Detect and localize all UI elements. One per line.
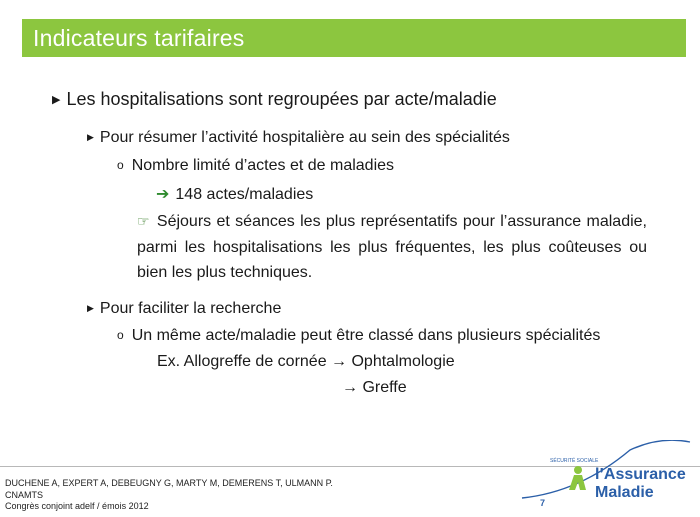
bullet-text: 148 actes/maladies xyxy=(175,186,314,203)
triangle-bullet-icon: ▶ xyxy=(52,94,61,106)
bullet-text: Les hospitalisations sont regroupées par acte/maladie xyxy=(66,89,497,109)
triangle-bullet-icon: ▶ xyxy=(87,132,94,142)
bullet-level3 xyxy=(117,327,600,345)
pointing-hand-icon: ☞ xyxy=(137,213,150,229)
slide-title: Indicateurs tarifaires xyxy=(33,24,245,51)
footer-event: Congrès conjoint adelf / émois 2012 xyxy=(5,501,149,511)
assurance-maladie-logo xyxy=(520,440,692,512)
bullet-level4 xyxy=(156,184,313,204)
footer-authors: DUCHENE A, EXPERT A, DEBEUGNY G, MARTY M, DEMERENS T, ULMANN P. xyxy=(5,478,333,488)
bullet-level3 xyxy=(117,157,394,175)
bullet-text: Un même acte/maladie peut être classé dans plusieurs spécialités xyxy=(131,327,601,344)
bullet-level1 xyxy=(52,89,497,110)
example-line: → Greffe xyxy=(342,379,407,396)
green-arrow-icon: ➔ xyxy=(156,186,170,203)
circle-bullet-icon: o xyxy=(117,328,124,342)
bullet-paragraph xyxy=(137,209,647,286)
triangle-bullet-icon: ▶ xyxy=(87,303,94,313)
logo-line2: Maladie xyxy=(595,484,654,501)
bullet-text: Pour faciliter la recherche xyxy=(99,300,282,317)
bullet-level2 xyxy=(87,300,281,318)
footer-org: CNAMTS xyxy=(5,489,43,500)
logo-tagline: SÉCURITÉ SOCIALE xyxy=(550,458,599,464)
bullet-text: Pour résumer l’activité hospitalière au sein des spécialités xyxy=(99,129,510,146)
bullet-text: Séjours et séances les plus représentatifs pour l’assurance maladie, parmi les hospitalisations les plus fréquentes, les plus coûteuses ou bien les plus techniques. xyxy=(137,213,647,281)
title-bar xyxy=(22,19,686,57)
example-line: Ex. Allogreffe de cornée → Ophtalmologie xyxy=(157,353,455,370)
page-number: 7 xyxy=(540,498,546,508)
bullet-level2 xyxy=(87,129,510,147)
bullet-text: Nombre limité d’actes et de maladies xyxy=(131,157,395,174)
circle-bullet-icon: o xyxy=(117,158,124,172)
logo-line1: l’Assurance xyxy=(595,466,686,483)
footer-credits xyxy=(5,478,333,513)
